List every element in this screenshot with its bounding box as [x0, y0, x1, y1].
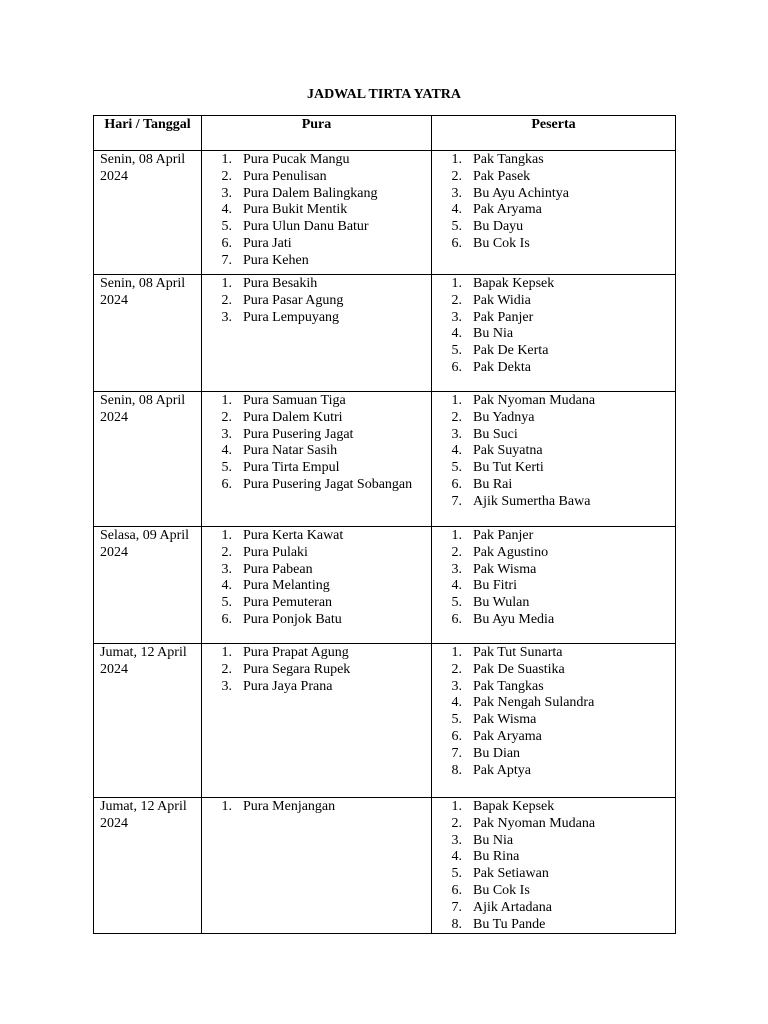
participant-name: Bu Yadnya	[473, 409, 535, 425]
table-row	[94, 392, 676, 527]
pura-list	[208, 152, 431, 270]
list-item	[451, 276, 675, 293]
list-number: 2.	[221, 661, 232, 677]
list-number: 3.	[451, 832, 462, 848]
temple-name: Pura Pulaki	[243, 544, 308, 560]
participant-name: Pak Tut Sunarta	[473, 645, 563, 660]
table-row	[94, 151, 676, 275]
list-number: 1.	[221, 645, 232, 660]
list-item	[451, 578, 675, 595]
list-item	[221, 443, 431, 460]
document-title: JADWAL TIRTA YATRA	[306, 87, 462, 102]
date-cell: Senin, 08 April 2024	[94, 392, 202, 527]
peserta-cell	[432, 392, 676, 527]
list-item	[451, 219, 675, 236]
pura-cell	[202, 527, 432, 644]
temple-name: Pura Ulun Danu Batur	[243, 219, 369, 235]
peserta-cell	[432, 151, 676, 275]
temple-name: Pura Penulisan	[243, 168, 327, 184]
list-item	[221, 578, 431, 595]
list-item	[451, 815, 675, 833]
participant-name: Bu Ayu Media	[473, 611, 555, 627]
list-item	[451, 292, 675, 310]
pura-cell	[202, 392, 432, 527]
list-item	[451, 393, 675, 410]
temple-name: Pura Jaya Prana	[243, 678, 333, 694]
list-item	[221, 202, 431, 219]
peserta-cell	[432, 527, 676, 644]
participant-name: Pak Wisma	[473, 712, 537, 728]
list-number: 3.	[451, 678, 462, 694]
list-number: 3.	[451, 309, 462, 325]
list-item	[451, 152, 675, 169]
list-number: 3.	[451, 561, 462, 577]
pura-list	[208, 799, 431, 816]
participant-name: Bu Dayu	[473, 219, 524, 235]
list-number: 3.	[221, 426, 232, 442]
list-number: 1.	[451, 152, 462, 167]
list-number: 8.	[451, 762, 462, 778]
list-number: 6.	[451, 728, 462, 744]
list-item	[451, 832, 675, 850]
list-number: 1.	[221, 799, 232, 814]
list-number: 2.	[451, 292, 462, 308]
list-item	[451, 762, 675, 780]
table-row	[94, 644, 676, 798]
list-number: 1.	[221, 276, 232, 291]
list-number: 2.	[451, 661, 462, 677]
date-cell: Senin, 08 April 2024	[94, 151, 202, 275]
list-item	[221, 460, 431, 477]
pura-cell	[202, 275, 432, 392]
list-number: 5.	[221, 460, 232, 476]
temple-name: Pura Menjangan	[243, 799, 336, 814]
list-number: 5.	[451, 712, 462, 728]
list-item	[451, 426, 675, 444]
list-item	[451, 460, 675, 477]
temple-name: Pura Kerta Kawat	[243, 528, 344, 543]
temple-name: Pura Pucak Mangu	[243, 152, 350, 167]
list-item	[451, 443, 675, 460]
temple-name: Pura Ponjok Batu	[243, 611, 342, 627]
temple-name: Pura Segara Rupek	[243, 661, 351, 677]
header-date: Hari / Tanggal	[94, 116, 202, 151]
list-item	[451, 661, 675, 679]
list-item	[451, 849, 675, 866]
participant-name: Bu Cok Is	[473, 235, 530, 251]
participant-name: Pak Wisma	[473, 561, 537, 577]
temple-name: Pura Dalem Balingkang	[243, 185, 378, 201]
list-number: 2.	[221, 544, 232, 560]
temple-name: Pura Jati	[243, 235, 292, 251]
list-number: 1.	[221, 152, 232, 167]
date-cell: Selasa, 09 April 2024	[94, 527, 202, 644]
participant-name: Pak Aryama	[473, 202, 542, 218]
list-number: 2.	[221, 292, 232, 308]
list-item	[221, 661, 431, 679]
list-item	[451, 309, 675, 327]
list-number: 2.	[451, 544, 462, 560]
list-number: 6.	[451, 359, 462, 375]
temple-name: Pura Pasar Agung	[243, 292, 344, 308]
list-number: 6.	[451, 611, 462, 627]
list-number: 4.	[451, 202, 462, 218]
participant-name: Ajik Sumertha Bawa	[473, 493, 591, 509]
list-item	[451, 359, 675, 377]
temple-name: Pura Pabean	[243, 561, 313, 577]
header-pura: Pura	[202, 116, 432, 151]
list-item	[221, 152, 431, 169]
list-item	[451, 712, 675, 729]
temple-name: Pura Samuan Tiga	[243, 393, 346, 408]
temple-name: Pura Pusering Jagat Sobangan	[243, 476, 413, 492]
participant-name: Bapak Kepsek	[473, 799, 555, 814]
list-number: 2.	[221, 409, 232, 425]
list-item	[451, 611, 675, 629]
list-number: 6.	[221, 235, 232, 251]
temple-name: Pura Pemuteran	[243, 595, 333, 611]
peserta-list	[438, 393, 675, 511]
list-number: 4.	[451, 695, 462, 711]
list-item	[451, 326, 675, 343]
list-item	[221, 409, 431, 427]
participant-name: Bu Suci	[473, 426, 518, 442]
participant-name: Bu Cok Is	[473, 882, 530, 898]
list-number: 5.	[451, 595, 462, 611]
list-item	[221, 426, 431, 444]
participant-name: Pak Nyoman Mudana	[473, 815, 596, 831]
list-number: 1.	[451, 528, 462, 543]
list-number: 1.	[221, 528, 232, 543]
list-item	[221, 611, 431, 629]
list-item	[221, 393, 431, 410]
participant-name: Bu Tut Kerti	[473, 460, 544, 476]
schedule-table	[93, 115, 676, 934]
participant-name: Bapak Kepsek	[473, 276, 555, 291]
peserta-list	[438, 276, 675, 377]
participant-name: Bu Dian	[473, 745, 521, 761]
list-number: 6.	[221, 476, 232, 492]
temple-name: Pura Natar Sasih	[243, 443, 338, 459]
list-number: 3.	[221, 309, 232, 325]
list-item	[451, 168, 675, 186]
participant-name: Bu Tu Pande	[473, 916, 546, 932]
peserta-list	[438, 799, 675, 933]
list-item	[451, 595, 675, 612]
participant-name: Bu Rai	[473, 476, 513, 492]
list-number: 6.	[451, 882, 462, 898]
list-item	[451, 866, 675, 883]
participant-name: Pak Aryama	[473, 728, 542, 744]
participant-name: Bu Wulan	[473, 595, 530, 611]
list-item	[451, 645, 675, 662]
list-number: 6.	[451, 235, 462, 251]
peserta-cell	[432, 798, 676, 934]
list-number: 4.	[451, 443, 462, 459]
participant-name: Pak Dekta	[473, 359, 531, 375]
participant-name: Pak Nengah Sulandra	[473, 695, 595, 711]
list-number: 1.	[451, 645, 462, 660]
temple-name: Pura Bukit Mentik	[243, 202, 348, 218]
table-row	[94, 275, 676, 392]
list-item	[451, 728, 675, 746]
participant-name: Bu Nia	[473, 832, 514, 848]
peserta-list	[438, 152, 675, 253]
list-number: 7.	[451, 493, 462, 509]
list-number: 2.	[451, 409, 462, 425]
list-item	[221, 219, 431, 236]
list-item	[221, 561, 431, 579]
date-cell: Senin, 08 April 2024	[94, 275, 202, 392]
list-item	[221, 645, 431, 662]
participant-name: Pak Panjer	[473, 528, 534, 543]
list-item	[451, 561, 675, 579]
list-number: 3.	[451, 185, 462, 201]
participant-name: Pak Setiawan	[473, 866, 549, 882]
list-number: 1.	[221, 393, 232, 408]
list-number: 3.	[221, 678, 232, 694]
temple-name: Pura Melanting	[243, 578, 330, 594]
list-item	[221, 544, 431, 562]
list-item	[221, 292, 431, 310]
list-item	[451, 185, 675, 203]
list-item	[221, 276, 431, 293]
list-number: 7.	[451, 899, 462, 915]
temple-name: Pura Besakih	[243, 276, 318, 291]
list-item	[221, 799, 431, 816]
pura-cell	[202, 798, 432, 934]
list-item	[221, 252, 431, 270]
list-item	[221, 235, 431, 253]
pura-list	[208, 393, 431, 494]
list-item	[451, 528, 675, 545]
list-item	[451, 899, 675, 917]
participant-name: Pak De Kerta	[473, 343, 549, 359]
list-number: 7.	[451, 745, 462, 761]
list-number: 4.	[221, 443, 232, 459]
list-item	[451, 745, 675, 763]
participant-name: Pak Suyatna	[473, 443, 543, 459]
list-number: 5.	[451, 866, 462, 882]
list-item	[451, 544, 675, 562]
list-item	[451, 409, 675, 427]
participant-name: Bu Ayu Achintya	[473, 185, 569, 201]
list-number: 1.	[451, 799, 462, 814]
pura-list	[208, 528, 431, 629]
table-row	[94, 798, 676, 934]
temple-name: Pura Kehen	[243, 252, 309, 268]
list-number: 1.	[451, 276, 462, 291]
list-number: 2.	[451, 168, 462, 184]
participant-name: Ajik Artadana	[473, 899, 552, 915]
list-number: 4.	[451, 326, 462, 342]
temple-name: Pura Prapat Agung	[243, 645, 349, 660]
header-peserta: Peserta	[432, 116, 676, 151]
participant-name: Pak Tangkas	[473, 678, 544, 694]
list-number: 3.	[451, 426, 462, 442]
list-item	[451, 695, 675, 712]
list-number: 5.	[451, 343, 462, 359]
list-item	[451, 235, 675, 253]
list-item	[221, 309, 431, 327]
list-number: 5.	[451, 219, 462, 235]
list-number: 4.	[221, 202, 232, 218]
list-number: 5.	[221, 595, 232, 611]
list-number: 8.	[451, 916, 462, 932]
participant-name: Bu Rina	[473, 849, 520, 865]
pura-cell	[202, 644, 432, 798]
temple-name: Pura Pusering Jagat	[243, 426, 354, 442]
list-item	[221, 528, 431, 545]
list-item	[451, 916, 675, 934]
list-item	[451, 343, 675, 360]
list-number: 6.	[221, 611, 232, 627]
temple-name: Pura Lempuyang	[243, 309, 340, 325]
temple-name: Pura Dalem Kutri	[243, 409, 343, 425]
participant-name: Pak Pasek	[473, 168, 531, 184]
list-number: 6.	[451, 476, 462, 492]
list-number: 5.	[451, 460, 462, 476]
participant-name: Pak Agustino	[473, 544, 549, 560]
peserta-cell	[432, 275, 676, 392]
list-item	[221, 595, 431, 612]
list-item	[221, 185, 431, 203]
date-cell: Jumat, 12 April 2024	[94, 798, 202, 934]
list-item	[451, 799, 675, 816]
list-item	[221, 476, 431, 494]
list-number: 3.	[221, 561, 232, 577]
list-number: 4.	[451, 578, 462, 594]
list-item	[221, 168, 431, 186]
participant-name: Pak Widia	[473, 292, 531, 308]
list-number: 2.	[451, 815, 462, 831]
participant-name: Bu Fitri	[473, 578, 517, 594]
list-number: 1.	[451, 393, 462, 408]
participant-name: Pak Tangkas	[473, 152, 544, 167]
list-number: 5.	[221, 219, 232, 235]
date-cell: Jumat, 12 April 2024	[94, 644, 202, 798]
list-number: 7.	[221, 252, 232, 268]
table-header-row	[94, 116, 676, 151]
pura-list	[208, 645, 431, 695]
participant-name: Pak Aptya	[473, 762, 531, 778]
peserta-list	[438, 528, 675, 629]
list-item	[451, 882, 675, 900]
temple-name: Pura Tirta Empul	[243, 460, 340, 476]
peserta-cell	[432, 644, 676, 798]
list-number: 4.	[451, 849, 462, 865]
list-item	[221, 678, 431, 696]
participant-name: Pak De Suastika	[473, 661, 565, 677]
participant-name: Bu Nia	[473, 326, 514, 342]
pura-list	[208, 276, 431, 326]
list-item	[451, 493, 675, 511]
list-number: 2.	[221, 168, 232, 184]
list-item	[451, 202, 675, 219]
list-number: 3.	[221, 185, 232, 201]
table-row	[94, 527, 676, 644]
pura-cell	[202, 151, 432, 275]
participant-name: Pak Panjer	[473, 309, 534, 325]
peserta-list	[438, 645, 675, 779]
participant-name: Pak Nyoman Mudana	[473, 393, 596, 408]
list-number: 4.	[221, 578, 232, 594]
list-item	[451, 476, 675, 494]
list-item	[451, 678, 675, 696]
